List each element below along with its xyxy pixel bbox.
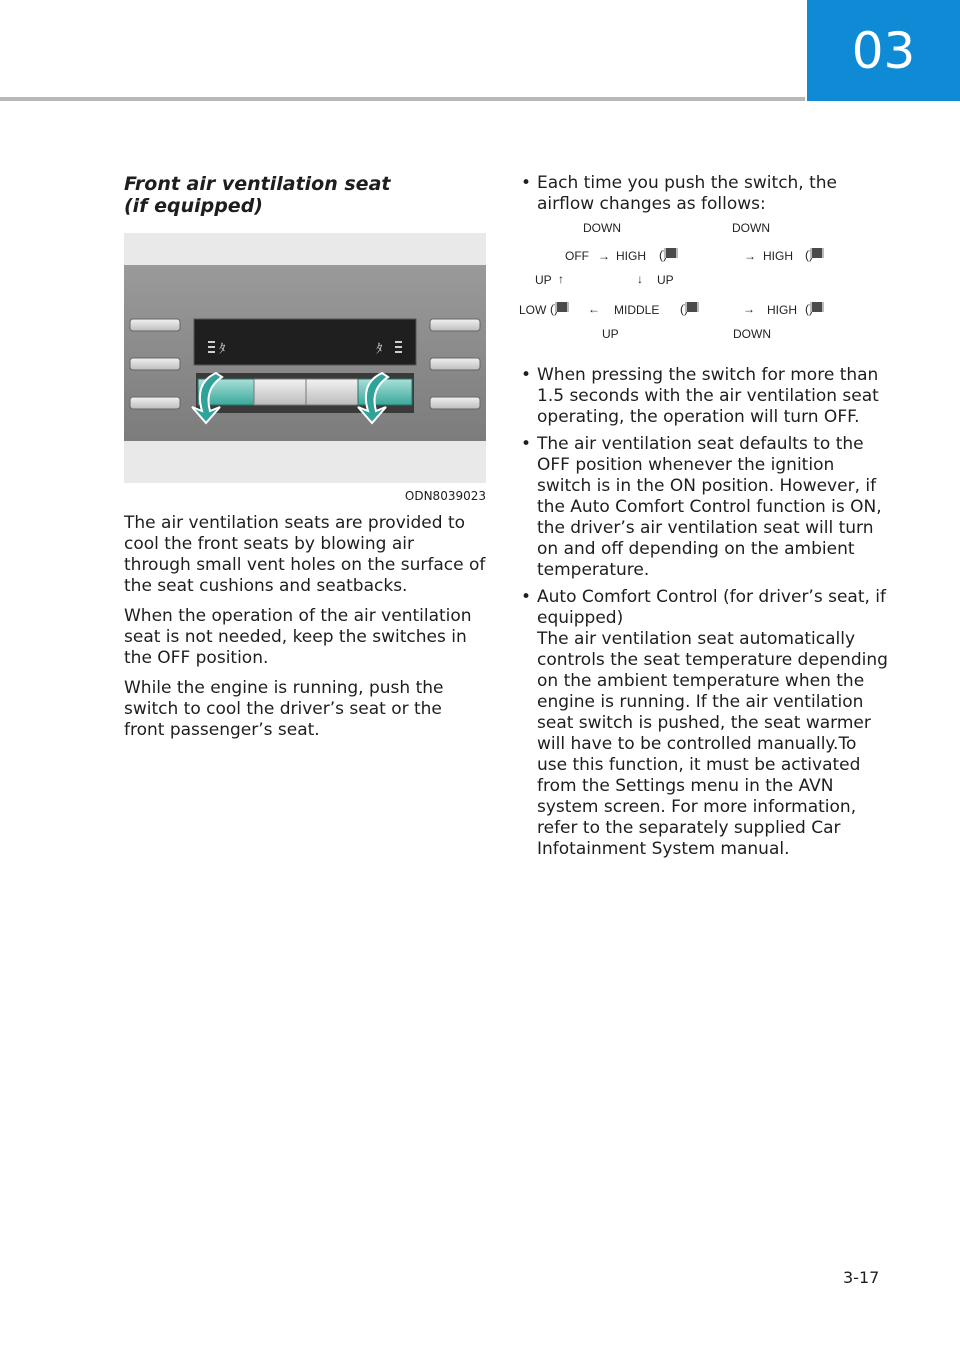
pad-icon <box>810 302 824 312</box>
arrow-up-icon: ↑ <box>558 272 564 286</box>
flow-label-up: UP <box>602 327 619 341</box>
left-column <box>124 173 486 750</box>
level-indicator: ( <box>805 248 813 262</box>
bullet-dot: • <box>521 173 532 193</box>
arrow-left-icon: ← <box>588 302 600 316</box>
flow-state-high: HIGH <box>767 303 797 317</box>
right-column <box>519 173 889 866</box>
level-indicator: ( <box>550 302 558 316</box>
flow-label-down: DOWN <box>732 221 770 235</box>
page-number: 3-17 <box>843 1268 880 1287</box>
bullet-continuation: The air ventilation seat automatically controls the seat temperature depending on the ambient temperature when the engine is running. If the air ventilation seat switch is pushed, the seat warmer will have to be controlled manually.To use this function, it must be activated from the Settings menu in the AVN system screen. For more information, refer to the separately supplied Car Infotainment System manual. <box>537 629 888 859</box>
bullet-item: • Auto Comfort Control (for driver’s seat, if equipped) <box>521 587 887 628</box>
bullet-dot: • <box>521 434 532 454</box>
header-rule <box>0 97 805 101</box>
bullet-item: • The air ventilation seat defaults to the OFF position whenever the ignition switch is in the ON position. However, if the Auto Comfort Control function is ON, the driver’s air ventilation seat will turn on and off depending on the ambient temperature. <box>521 434 882 580</box>
flow-state-high: HIGH <box>616 249 646 263</box>
pad-icon <box>685 302 699 312</box>
arrow-right-icon: → <box>743 302 755 316</box>
paragraph: While the engine is running, push the switch to cool the driver’s seat or the front passenger’s seat. <box>124 678 444 740</box>
figure-code: ODN8039023 <box>404 489 486 503</box>
flow-state-low: LOW <box>519 303 547 317</box>
chapter-tab: 03 <box>807 0 960 101</box>
bullet-item: • Each time you push the switch, the airflow changes as follows: <box>521 173 838 214</box>
control-panel-illustration <box>124 233 486 483</box>
section-title: Front air ventilation seat (if equipped) <box>124 173 391 217</box>
svg-text:ﾀ: ﾀ <box>219 342 226 357</box>
bullet-item: • When pressing the switch for more than 1.5 seconds with the air ventilation seat operating, the operation will turn OFF. <box>521 365 879 427</box>
flow-state-middle: MIDDLE <box>614 303 660 317</box>
ventilation-switch-figure <box>124 233 486 483</box>
flow-label-up: UP <box>657 273 674 287</box>
pad-icon <box>664 248 678 258</box>
flow-state-off: OFF <box>565 249 589 263</box>
bullet-dot: • <box>521 587 532 607</box>
pad-icon <box>810 248 824 258</box>
flow-label-down: DOWN <box>583 221 621 235</box>
flow-label-down: DOWN <box>733 327 771 341</box>
airflow-sequence-diagram <box>519 221 889 353</box>
paragraph: The air ventilation seats are provided to cool the front seats by blowing air through small vent holes on the surface of the seat cushions and seatbacks. <box>124 513 486 596</box>
flow-state-high: HIGH <box>763 249 793 263</box>
arrow-down-icon: ↓ <box>637 272 643 286</box>
arrow-right-icon: → <box>744 249 756 263</box>
arrow-right-icon: → <box>598 249 610 263</box>
level-indicator: ( <box>659 248 667 262</box>
paragraph: When the operation of the air ventilation seat is not needed, keep the switches in the OFF position. <box>124 606 472 668</box>
level-indicator: ( <box>805 302 813 316</box>
svg-text:ﾀ: ﾀ <box>376 342 383 357</box>
flow-label-up: UP <box>535 273 552 287</box>
level-indicator: ( <box>680 302 688 316</box>
pad-icon <box>555 302 569 312</box>
bullet-dot: • <box>521 365 532 385</box>
